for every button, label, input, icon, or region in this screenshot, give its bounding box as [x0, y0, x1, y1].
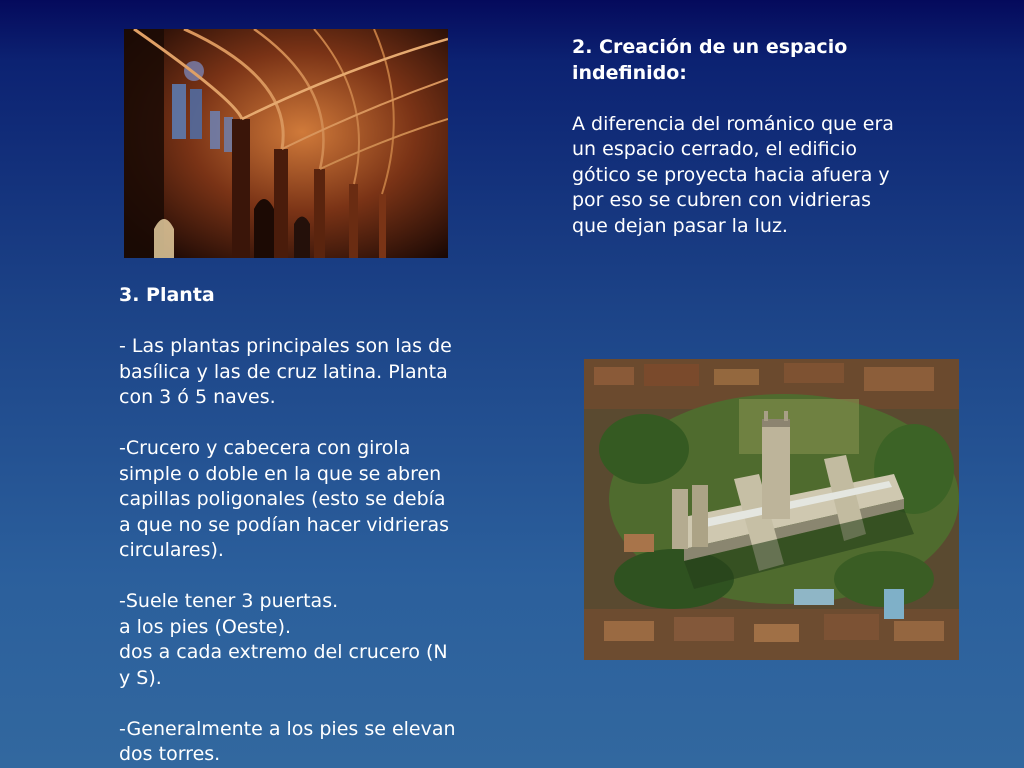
section2-body-line: gótico se proyecta hacia afuera y — [572, 163, 890, 186]
section3-para3-line: -Suele tener 3 puertas. — [119, 590, 339, 612]
section3-para2-line: a que no se podían hacer vidrieras — [119, 513, 449, 536]
section2-body-line: por eso se cubren con vidrieras — [572, 189, 871, 211]
section2-body-line: que dejan pasar la luz. — [572, 214, 788, 237]
section3-para4-line: -Generalmente a los pies se elevan — [119, 717, 456, 740]
section3-para1-line: con 3 ó 5 naves. — [119, 386, 276, 408]
section3-para1-line: basílica y las de cruz latina. Planta — [119, 360, 448, 383]
cathedral-interior-photo — [124, 29, 448, 258]
section-espacio-indefinido — [572, 35, 952, 239]
section2-heading-line1: 2. Creación de un espacio — [572, 36, 848, 58]
section3-para3-line: a los pies (Oeste). — [119, 615, 292, 638]
section3-para2-line: simple o doble en la que se abren — [119, 462, 442, 485]
section2-body-line: A diferencia del románico que era — [572, 112, 894, 135]
section3-para2-line: circulares). — [119, 539, 224, 561]
section2-heading-line2: indefinido: — [572, 61, 687, 84]
section3-para2-line: -Crucero y cabecera con girola — [119, 437, 411, 459]
section3-para2-line: capillas poligonales (esto se debía — [119, 488, 446, 510]
section3-para4-line: dos torres. — [119, 743, 221, 765]
section-planta — [119, 283, 514, 768]
section3-para3-line: dos a cada extremo del crucero (N — [119, 641, 448, 663]
section2-body-line: un espacio cerrado, el edificio — [572, 138, 857, 160]
cathedral-aerial-photo — [584, 359, 959, 660]
section3-heading: 3. Planta — [119, 284, 215, 306]
section3-para1-line: - Las plantas principales son las de — [119, 335, 452, 357]
section3-para3-line: y S). — [119, 666, 162, 689]
